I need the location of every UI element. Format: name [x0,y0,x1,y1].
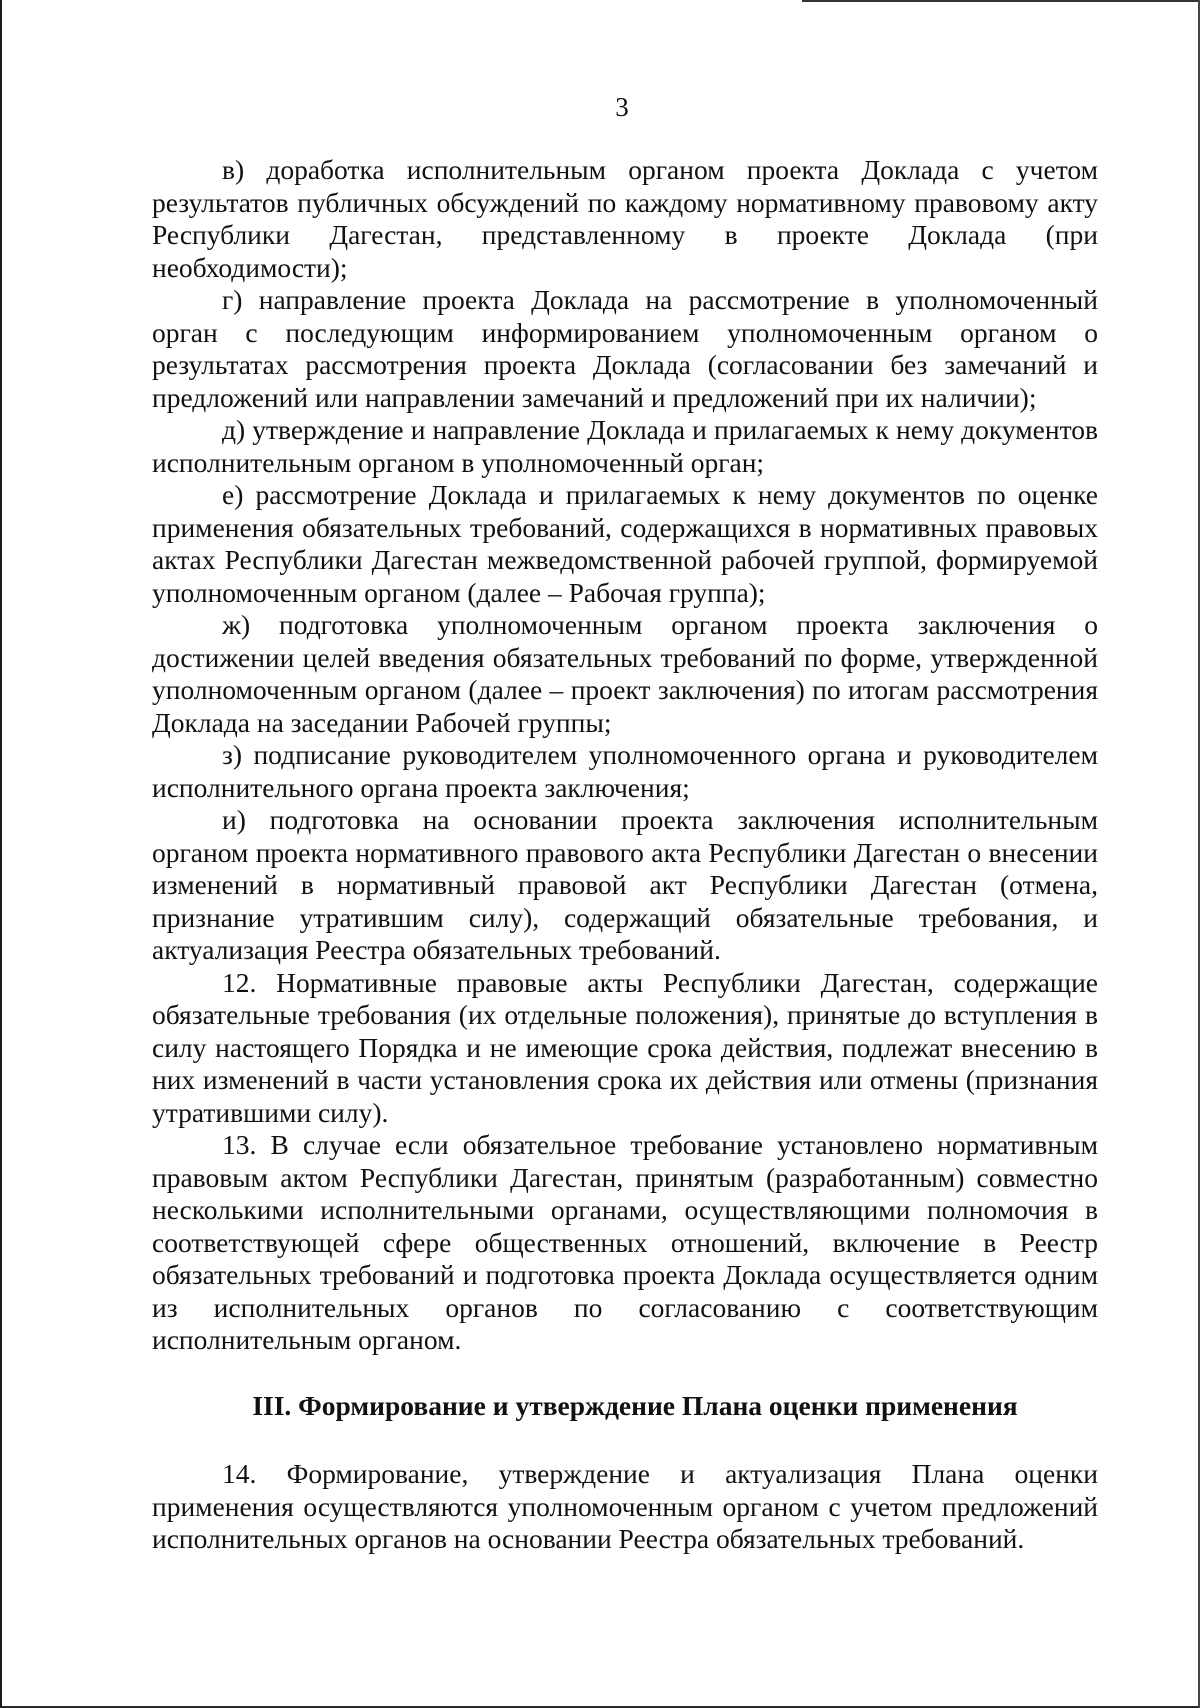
paragraph-v: в) доработка исполнительным органом проекта Доклада с учетом результатов публичных обсуждений по каждому нормативному правовому акту Республики Дагестан, представленному в проекте Доклада (при необходимости); [152,154,1098,283]
paragraph-i: и) подготовка на основании проекта заключения исполнительным органом проекта нормативного правового акта Республики Дагестан о внесении изменений в нормативный правовой акт Республики Дагестан (отмена, признание утратившим силу), содержащий обязательные требования, и актуализация Реестра обязательных требований. [152,804,1098,965]
paragraph-e: е) рассмотрение Доклада и прилагаемых к нему документов по оценке применения обязательных требований, содержащихся в нормативных правовых актах Республики Дагестан межведомственной рабочей группой, формируемой уполномоченным органом (далее – Рабочая группа); [152,479,1098,608]
scan-edge-top [802,0,1200,2]
body-text [152,154,1098,1357]
section-text [152,1458,1098,1556]
paragraph-g: г) направление проекта Доклада на рассмотрение в уполномоченный орган с последующим информированием уполномоченным органом о результатах рассмотрения проекта Доклада (согласовании без замечаний и предложений или направлении замечаний и предложений при их наличии); [152,284,1098,413]
paragraph-zh: ж) подготовка уполномоченным органом проекта заключения о достижении целей введения обязательных требований по форме, утвержденной уполномоченным органом (далее – проект заключения) по итогам рассмотрения Доклада на заседании Рабочей группы; [152,609,1098,738]
paragraph-13: 13. В случае если обязательное требование установлено нормативным правовым актом Республики Дагестан, принятым (разработанным) совместно несколькими исполнительными органами, осуществляющими полномочия в соответствующей сфере общественных отношений, включение в Реестр обязательных требований и подготовка проекта Доклада осуществляется одним из исполнительных органов по согласованию с соответствующим исполнительным органом. [152,1129,1098,1355]
paragraph-d: д) утверждение и направление Доклада и прилагаемых к нему документов исполнительным органом в уполномоченный орган; [152,414,1098,478]
page-number: 3 [615,92,629,122]
paragraph-12: 12. Нормативные правовые акты Республики Дагестан, содержащие обязательные требования (их отдельные положения), принятые до вступления в силу настоящего Порядка и не имеющие срока действия, подлежат внесению в них изменений в части установления срока их действия или отмены (признания утратившими силу). [152,966,1098,1128]
section-heading: III. Формирование и утверждение Плана оценки применения [252,1390,1018,1421]
paragraph-14: 14. Формирование, утверждение и актуализация Плана оценки применения осуществляются уполномоченным органом с учетом предложений исполнительных органов на основании Реестра обязательных требований. [152,1458,1098,1554]
paragraph-z: з) подписание руководителем уполномоченного органа и руководителем исполнительного органа проекта заключения; [152,739,1098,803]
